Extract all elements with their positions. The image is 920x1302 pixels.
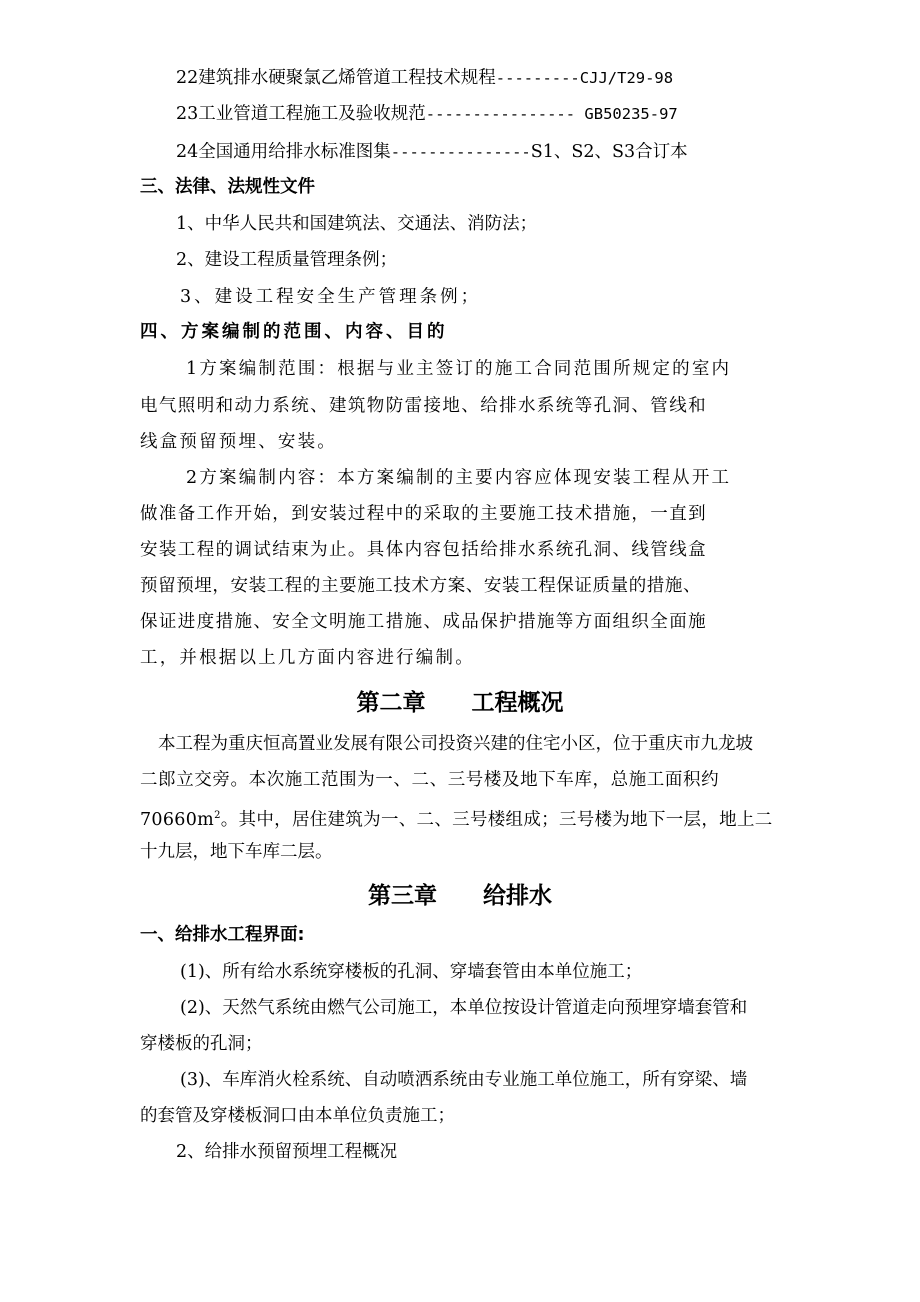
section-heading-laws: 三、法律、法规性文件 bbox=[140, 177, 315, 197]
subsection-heading-overview: 2、给排水预留预埋工程概况 bbox=[176, 1142, 398, 1162]
standard-item-23 bbox=[176, 102, 678, 126]
content-para-line: 保证进度措施、安全文明施工措施、成品保护措施等方面组织全面施 bbox=[140, 612, 707, 632]
leader-dashes: --------- bbox=[495, 69, 580, 87]
overview-line: 本工程为重庆恒高置业发展有限公司投资兴建的住宅小区，位于重庆市九龙坡 bbox=[158, 734, 753, 754]
standard-title: 24全国通用给排水标准图集 bbox=[176, 142, 391, 162]
standard-code: GB50235-97 bbox=[575, 105, 678, 123]
standard-title: 22建筑排水硬聚氯乙烯管道工程技术规程 bbox=[176, 68, 496, 88]
overview-line: 十九层，地下车库二层。 bbox=[140, 842, 333, 862]
interface-item: (1)、所有给水系统穿楼板的孔洞、穿墙套管由本单位施工； bbox=[180, 962, 643, 982]
content-para-line: 预留预埋，安装工程的主要施工技术方案、安装工程保证质量的措施、 bbox=[140, 576, 702, 596]
law-item-1: 1、中华人民共和国建筑法、交通法、消防法； bbox=[176, 214, 538, 234]
interface-item: (3)、车库消火栓系统、自动喷洒系统由专业施工单位施工，所有穿梁、墙 bbox=[180, 1070, 748, 1090]
section-heading-scope: 四、方案编制的范围、内容、目的 bbox=[140, 322, 448, 342]
area-value: 70660m bbox=[140, 809, 215, 830]
content-para-line: 工，并根据以上几方面内容进行编制。 bbox=[140, 648, 475, 668]
leader-dashes: --------------- bbox=[390, 143, 531, 161]
interface-item: 穿楼板的孔洞； bbox=[140, 1034, 263, 1054]
standard-code: CJJ/T29-98 bbox=[579, 69, 674, 87]
standard-item-22 bbox=[176, 66, 673, 90]
scope-para-line: 线盒预留预埋、安装。 bbox=[140, 432, 337, 452]
chapter-2-title: 第二章 工程概况 bbox=[356, 690, 564, 716]
content-para-line: 安装工程的调试结束为止。具体内容包括给排水系统孔洞、线管线盒 bbox=[140, 540, 707, 560]
standard-title: 23工业管道工程施工及验收规范 bbox=[176, 104, 426, 124]
law-item-3: 3、建设工程安全生产管理条例； bbox=[180, 287, 482, 307]
standard-code: S1、S2、S3合订本 bbox=[530, 142, 688, 162]
scope-para-line: 1方案编制范围：根据与业主签订的施工合同范围所规定的室内 bbox=[186, 359, 732, 379]
scope-para-line: 电气照明和动力系统、建筑物防雷接地、给排水系统等孔洞、管线和 bbox=[140, 396, 707, 416]
chapter-3-title: 第三章 给排水 bbox=[368, 883, 552, 909]
section-heading-interface: 一、给排水工程界面: bbox=[140, 925, 305, 945]
overview-text: 。其中，居住建筑为一、二、三号楼组成；三号楼为地下一层，地上二 bbox=[220, 809, 773, 830]
content-para-line: 做准备工作开始，到安装过程中的采取的主要施工技术措施，一直到 bbox=[140, 504, 707, 524]
content-para-line: 2方案编制内容：本方案编制的主要内容应体现安装工程从开工 bbox=[186, 468, 732, 488]
law-item-2: 2、建设工程质量管理条例； bbox=[176, 250, 398, 270]
interface-item: (2)、天然气系统由燃气公司施工，本单位按设计管道走向预埋穿墙套管和 bbox=[180, 998, 748, 1018]
leader-dashes: ---------------- bbox=[425, 105, 576, 123]
standard-item-24 bbox=[176, 140, 688, 164]
overview-line-area bbox=[140, 804, 773, 832]
overview-line: 二郎立交旁。本次施工范围为一、二、三号楼及地下车库，总施工面积约 bbox=[140, 770, 720, 790]
interface-item: 的套管及穿楼板洞口由本单位负责施工； bbox=[140, 1106, 455, 1126]
area-unit-sup: 2 bbox=[214, 810, 221, 821]
